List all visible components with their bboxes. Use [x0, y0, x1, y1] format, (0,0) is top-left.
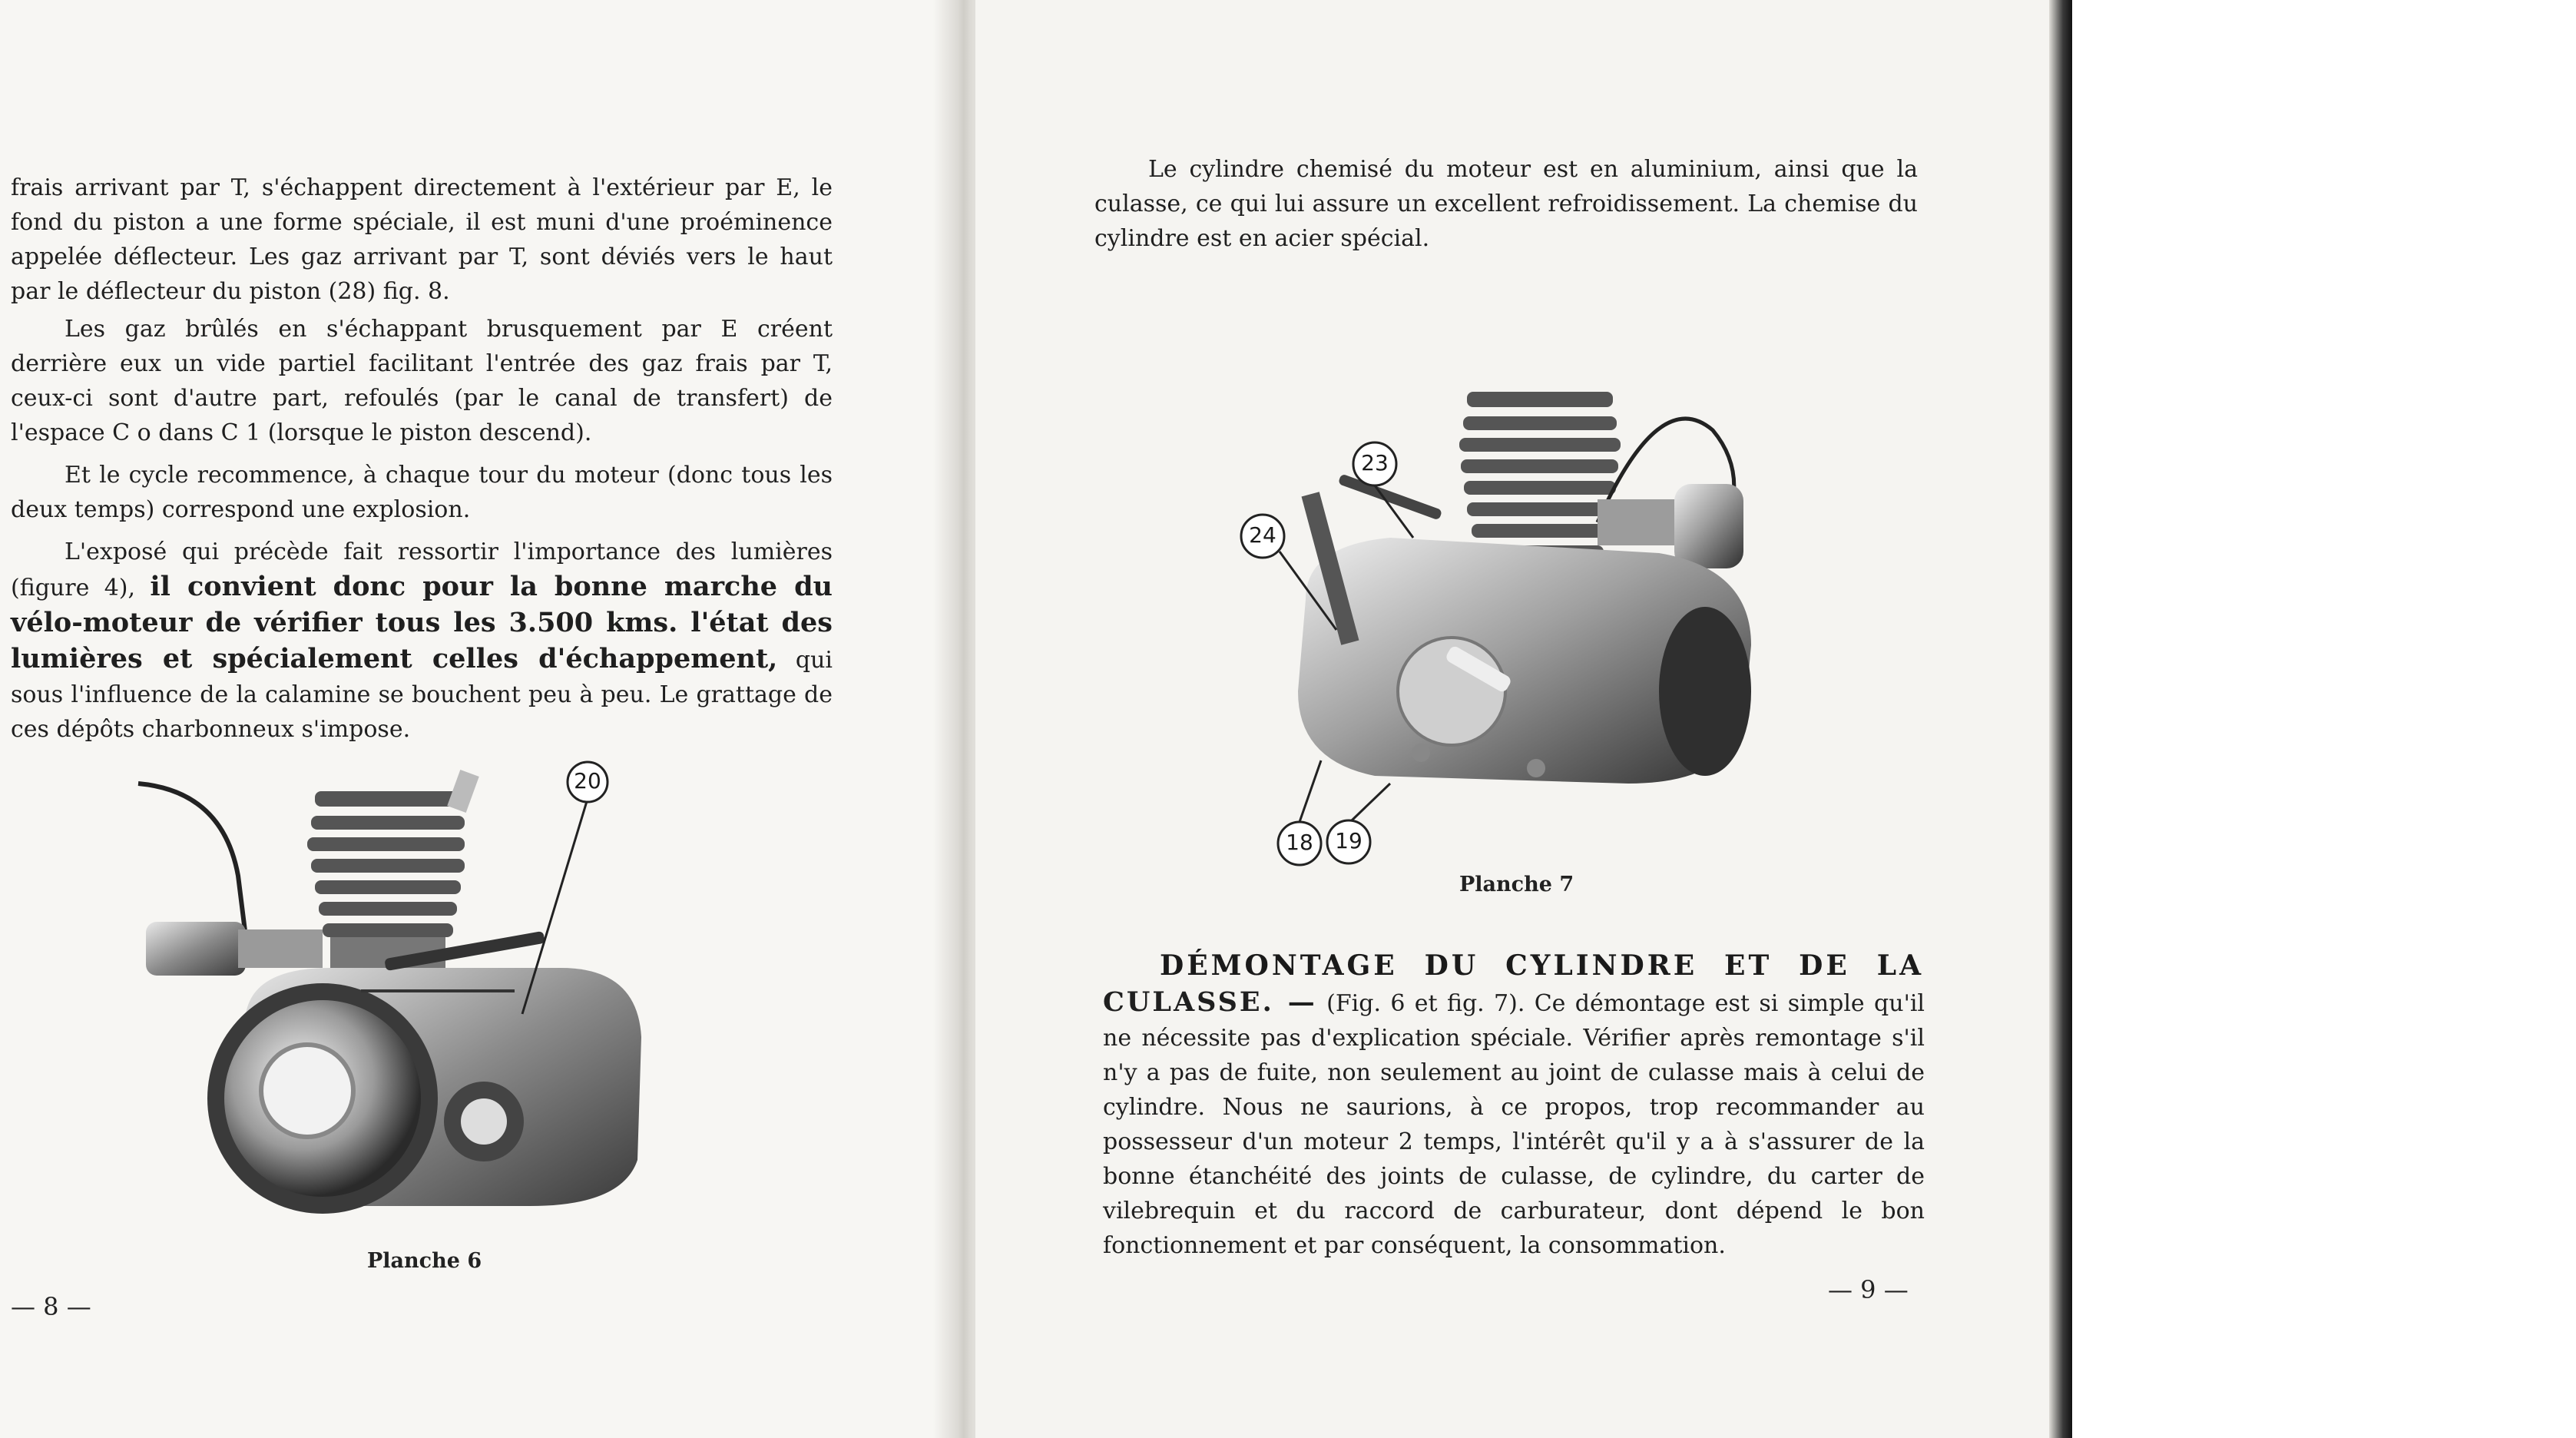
left-paragraph-4 [11, 535, 833, 747]
figure-label-20: 20 [574, 768, 601, 794]
figure-20-leader [453, 760, 622, 1037]
section-heading: DÉMONTAGE DU CYLINDRE ET DE LA [1160, 949, 1924, 982]
para4-start: L'exposé qui précède fait ressortir l'importance des lumières (figure 4), [11, 538, 833, 601]
figure-label-23: 23 [1361, 450, 1389, 475]
figure-label-19: 19 [1335, 828, 1362, 853]
figure-label-18: 18 [1286, 830, 1313, 855]
para4-bold: il convient donc pour la bonne marche du vélo-moteur de vérifier tous les 3.500 kms. l'état des lumières et spécialement celles d'échappement, [11, 571, 833, 674]
left-page-number: — 8 — [11, 1292, 91, 1321]
para2-rest: qu'il ne nécessite pas d'explication spéciale. Vérifier après remontage s'il n'y a pas de fuite, non seulement au joint de culasse mais à celui de cylindre. Nous ne saurions, à ce propos, trop recommander au possesseur d'un moteur 2 temps, l'intérêt qu'il y a à s'assurer de la bonne étanchéité des joints de culasse, de cylindre, du carter de vilebrequin et du raccord de carburateur, dont dépend le bon fonctionnement et par conséquent, la consommation. [1103, 990, 1925, 1259]
right-caption: Planche 7 [1459, 873, 1574, 896]
left-caption: Planche 6 [367, 1249, 482, 1273]
heading-line-2: CULASSE. — [1103, 986, 1317, 1018]
figure-leaders-planche-7 [1229, 430, 1429, 876]
figure-label-24: 24 [1249, 522, 1276, 548]
page-edge-shadow [2049, 0, 2072, 1438]
left-paragraph-2: Les gaz brûlés en s'échappant brusquement par E créent derrière eux un vide partiel facilitant l'entrée des gaz frais par T, ceux-ci sont d'autre part, refoulés (par le canal de transfert) de l'espace C o dans C 1 (lorsque le piston descend). [11, 316, 833, 446]
right-paragraph-1: Le cylindre chemisé du moteur est en aluminium, ainsi que la culasse, ce qui lui assure un excellent refroidissement. La chemise du cylindre est en acier spécial. [1094, 156, 1918, 252]
scan-background [2072, 0, 2576, 1438]
right-page-number: — 9 — [1828, 1275, 1909, 1304]
para4-end: qui sous l'influence de la calamine se bouchent peu à peu. Le grattage de ces dépôts charbonneux s'impose. [11, 647, 833, 743]
left-paragraph-1: frais arrivant par T, s'échappent directement à l'extérieur par E, le fond du piston a une forme spéciale, il est muni d'une proéminence appelée déflecteur. Les gaz arrivant par T, sont déviés vers le haut par le déflecteur du piston (28) fig. 8. [11, 174, 833, 305]
left-paragraph-3: Et le cycle recommence, à chaque tour du moteur (donc tous les deux temps) correspond une explosion. [11, 462, 833, 523]
right-paragraph-2 [1103, 985, 1925, 1263]
para2-start: (Fig. 6 et fig. 7). Ce démontage est si simple [1326, 990, 1865, 1017]
